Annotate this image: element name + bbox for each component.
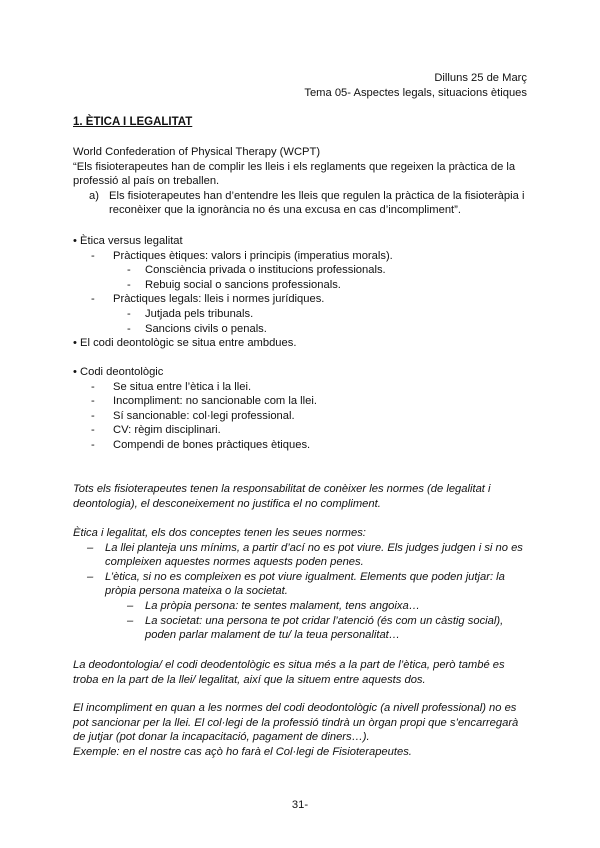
list-item: - Consciència privada o institucions professionals. <box>127 264 386 277</box>
section-title: 1. ÈTICA I LEGALITAT <box>73 116 193 128</box>
codi-block <box>73 365 533 453</box>
bullet: • <box>73 366 77 378</box>
list-item: – La llei planteja uns mínims, a partir d’ací no es pot viure. Els judges judgen i si no es compleixen aquestes normes aquests poden penes. <box>87 541 523 569</box>
wcpt-source: World Confederation of Physical Therapy (WCPT) <box>73 146 321 158</box>
header-date: Dilluns 25 de Març <box>434 72 527 84</box>
list-item: - Compendi de bones pràctiques ètiques. <box>91 438 311 451</box>
list-item: – La pròpia persona: te sentes malament, tens angoixa… <box>127 599 420 612</box>
list-item: - Sí sancionable: col·legi professional. <box>91 409 295 422</box>
wcpt-quote-line: “Els fisioterapeutes han de complir les lleis i els reglaments que regeixen la pràctica de la <box>73 160 516 173</box>
list-item: - Sancions civils o penals. <box>127 322 267 335</box>
list-item: - Jutjada pels tribunals. <box>127 307 254 320</box>
bullet: • <box>73 337 77 350</box>
list-item: – L’ètica, si no es compleixen es pot viure igualment. Elements que poden jutjar: la pròpia persona mateixa o la societat. <box>87 570 505 598</box>
wcpt-quote-line: professió al país on treballen. <box>73 175 220 188</box>
ethics-vs-law-block <box>73 234 533 351</box>
wcpt-item-a-line: reconèixer que la ignorància no és una excusa en cas d’incompliment”. <box>109 204 461 217</box>
list-item: - Pràctiques legals: lleis i normes jurídiques. <box>91 293 325 306</box>
page-number: 31- <box>291 799 309 811</box>
ethics-heading: Ètica versus legalitat <box>80 235 183 247</box>
header-topic: Tema 05- Aspectes legals, situacions ètiques <box>304 87 527 99</box>
list-item <box>73 234 533 249</box>
notes-paragraph-4: El incompliment en quan a les normes del codi deodontològic (a nivell professional) no es pot sancionar per la llei. El col·legi de la professió tindrà un òrgan propi que s’encarregarà de jutjar (pot donar la incapacitació, pagament de diners…). Exemple: en el nostre cas açò ho farà el Col·legi de Fisioterapeutes. <box>73 702 519 758</box>
notes-paragraph-2: Ètica i legalitat, els dos conceptes tenen les seues normes: – La llei planteja uns mínims, a partir d’ací no es pot viure. Els judges judgen i si no es compleixen aquestes normes aquests poden penes. – L’ètica, si no es compleixen es pot viure igualment. Elements que poden jutjar: la pròpia persona mateixa o la societat. – La pròpia persona: te sentes malament, tens angoixa… – La societat: una persona te pot cridar l’atenció (és com un càstig social), poden parlar malament de tu/ la teua personalitat… <box>73 526 533 643</box>
wcpt-item-a <box>73 189 533 218</box>
wcpt-block <box>73 145 533 218</box>
notes-paragraph-1: Tots els fisioterapeutes tenen la responsabilitat de conèixer les normes (de legalitat i deontologia), el desconeixement no justifica el no compliment. <box>73 483 491 510</box>
list-item: - Rebuig social o sancions professionals. <box>127 278 341 291</box>
list-item: • El codi deontològic se situa entre ambdues. <box>73 337 297 350</box>
page-header <box>304 71 527 101</box>
list-item: – La societat: una persona te pot cridar l’atenció (és com un càstig social), poden parlar malament de tu/ la teua personalitat… <box>127 614 504 642</box>
list-item: - Pràctiques ètiques: valors i principis (imperatius morals). <box>91 249 393 262</box>
notes-paragraph-3: La deodontologia/ el codi deodentològic es situa més a la part de l’ètica, però també es troba en la part de la llei/ legalitat, així que la situem entre aquests dos. <box>73 659 505 686</box>
list-marker: a) <box>89 189 99 202</box>
list-item: - Se situa entre l’ètica i la llei. <box>91 380 252 393</box>
bullet: • <box>73 235 77 247</box>
list-item: - Incompliment: no sancionable com la llei. <box>91 395 317 408</box>
wcpt-item-a-line: Els fisioterapeutes han d’entendre les lleis que regulen la pràctica de la fisioteràpia i <box>109 189 525 202</box>
codi-heading: Codi deontològic <box>80 366 164 378</box>
list-item <box>73 365 533 380</box>
list-item: - CV: règim disciplinari. <box>91 424 221 437</box>
